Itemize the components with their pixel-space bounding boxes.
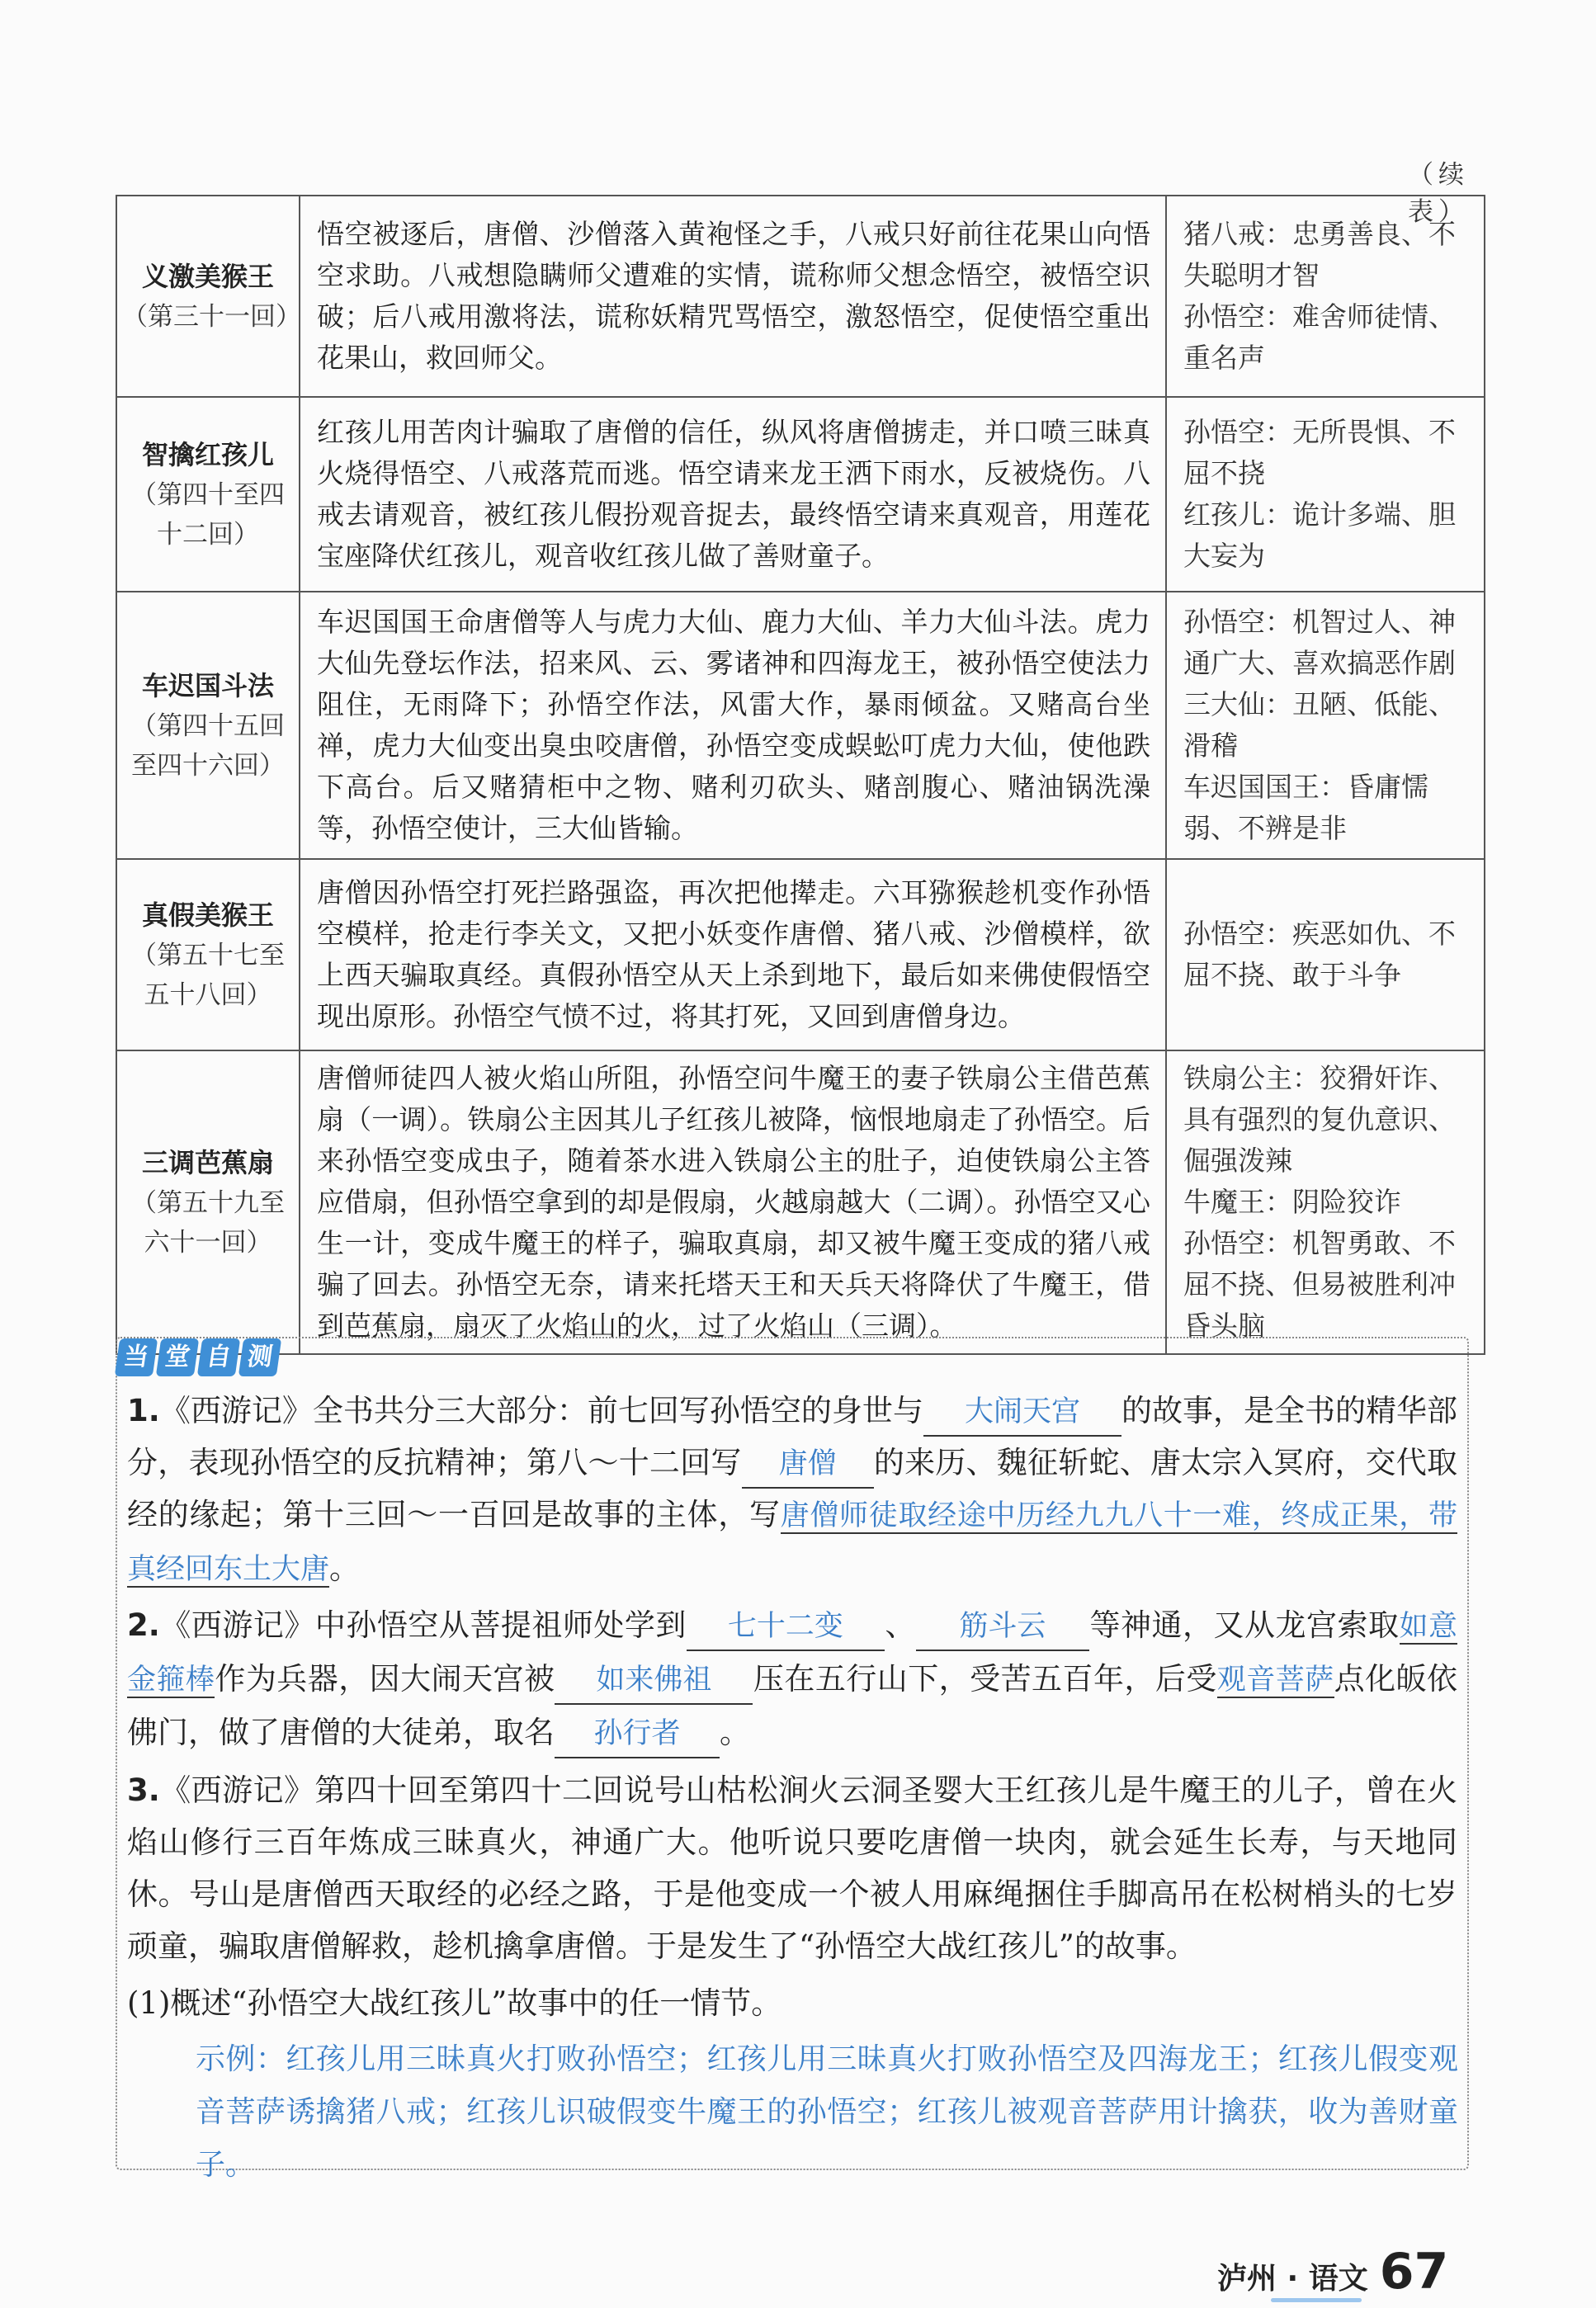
footer-decoration	[1271, 2298, 1362, 2302]
question-3	[127, 1764, 1457, 1972]
question-2	[127, 1599, 1457, 1758]
character-trait: 牛魔王：阴险狡诈	[1183, 1186, 1401, 1218]
story-event: 唐僧因孙悟空打死拦路强盗，再次把他撵走。六耳猕猴趁机变作孙悟空模样，抢走行李关文，又把小妖变作唐僧、猪八戒、沙僧模样，欲上西天骗取真经。真假孙悟空从天上杀到地下，最后如来佛使假悟空现出原形。孙悟空气愤不过，将其打死，又回到唐僧身边。	[300, 859, 1166, 1050]
footer-region: 泸州 · 语文	[1217, 2262, 1368, 2296]
character-trait: 铁扇公主：狡猾奸诈、具有强烈的复仇意识、倔强泼辣	[1183, 1062, 1456, 1177]
story-name: 三调芭蕉扇	[141, 1147, 274, 1178]
table-row	[116, 397, 1485, 592]
story-chapters: （第五十九至六十一回）	[131, 1188, 285, 1258]
question-text: 。	[720, 1715, 750, 1750]
question-number: 1.	[127, 1393, 160, 1428]
character-trait: 车迟国国王：昏庸懦弱、不辨是非	[1183, 771, 1428, 844]
story-chapters: （第五十七至五十八回）	[131, 941, 285, 1010]
question-text: 、	[884, 1607, 916, 1643]
question-text: 《西游记》第四十回至第四十二回说号山枯松涧火云洞圣婴大王红孩儿是牛魔王的儿子，曾在火焰山修行三百年炼成三昧真火，神通广大。他听说只要吃唐僧一块肉，就会延生长寿，与天地同休。号山是唐僧西天取经的必经之路，于是他变成一个被人用麻绳捆住手脚高吊在松树梢头的七岁顽童，骗取唐僧解救，趁机擒拿唐僧。于是发生了“孙悟空大战红孩儿”的故事。	[127, 1772, 1457, 1964]
story-event: 车迟国国王命唐僧等人与虎力大仙、鹿力大仙、羊力大仙斗法。虎力大仙先登坛作法，招来风、云、雾诸神和四海龙王，被孙悟空使法力阻住，无雨降下；孙悟空作法，风雷大作，暴雨倾盆。又赌高台坐禅，虎力大仙变出臭虫咬唐僧，孙悟空变成蜈蚣叮虎力大仙，使他跌下高台。后又赌猜柜中之物、赌利刃砍头、赌剖腹心、赌油锅洗澡等，孙悟空使计，三大仙皆输。	[300, 592, 1166, 859]
table-row	[116, 1050, 1485, 1354]
character-trait: 孙悟空：难舍师徒情、重名声	[1183, 300, 1456, 374]
answer-blank: 如来佛祖	[555, 1657, 753, 1705]
character-trait: 孙悟空：机智过人、神通广大、喜欢搞恶作剧	[1183, 606, 1456, 679]
story-characters	[1166, 397, 1485, 592]
story-table-body	[116, 196, 1485, 1354]
story-characters	[1166, 196, 1485, 397]
badge-char: 当	[115, 1338, 158, 1376]
page-footer	[1217, 2243, 1448, 2301]
story-title-cell	[116, 397, 300, 592]
story-name: 车迟国斗法	[141, 670, 274, 701]
badge-char: 测	[238, 1338, 281, 1376]
story-characters	[1166, 859, 1485, 1050]
question-text: 作为兵器，因大闹天宫被	[215, 1661, 555, 1697]
answer-blank: 如意金箍棒	[127, 1610, 1458, 1697]
question-3-sub-1: (1)概述“孙悟空大战红孩儿”故事中的任一情节。	[127, 1985, 782, 2021]
self-test-badge	[117, 1338, 279, 1378]
table-row	[116, 196, 1485, 397]
story-characters	[1166, 592, 1485, 859]
question-number: 2.	[127, 1607, 160, 1643]
question-text: 的来历、魏征斩蛇、唐太宗入冥府，交代取经的缘起；第十三回～一百回是故事的主体，写	[127, 1445, 1458, 1532]
character-trait: 孙悟空：机智勇敢、不屈不挠、但易被胜利冲昏头脑	[1183, 1227, 1456, 1342]
story-event: 悟空被逐后，唐僧、沙僧落入黄袍怪之手，八戒只好前往花果山向悟空求助。八戒想隐瞒师父遭难的实情，谎称师父想念悟空，被悟空识破；后八戒用激将法，谎称妖精咒骂悟空，激怒悟空，促使悟空重出花果山，救回师父。	[300, 196, 1166, 397]
character-trait: 猪八戒：忠勇善良、不失聪明才智	[1183, 218, 1456, 291]
story-characters	[1166, 1050, 1485, 1354]
question-text: 等神通，又从龙宫索取	[1088, 1607, 1400, 1643]
self-test-section	[116, 1337, 1469, 2182]
story-chapters: （第三十一回）	[122, 302, 301, 332]
answer-blank: 观音菩萨	[1216, 1664, 1334, 1697]
answer-text: 示例：红孩儿用三昧真火打败孙悟空；红孩儿用三昧真火打败孙悟空及四海龙王；红孩儿假变观音菩萨诱擒猪八戒；红孩儿识破假变牛魔王的孙悟空；红孩儿被观音菩萨用计擒获，收为善财童子。	[196, 2042, 1458, 2182]
page-number: 67	[1379, 2243, 1449, 2301]
badge-char: 堂	[156, 1338, 199, 1376]
character-trait: 孙悟空：无所畏惧、不屈不挠	[1183, 416, 1456, 489]
answer-blank: 唐僧师徒取经途中历经九九八十一难，终成正果，带真经回东土大唐	[127, 1499, 1457, 1586]
character-trait: 三大仙：丑陋、低能、滑稽	[1183, 688, 1456, 762]
story-chapters: （第四十五回至四十六回）	[131, 711, 285, 781]
story-title-cell	[116, 592, 300, 859]
question-text: 的故事，是全书的精华部分，表现孙悟空的反抗精神；第八～十二回写	[127, 1393, 1458, 1480]
story-name: 真假美猴王	[141, 899, 274, 931]
story-name: 义激美猴王	[141, 261, 274, 292]
question-text: 压在五行山下，受苦五百年，后受	[753, 1661, 1217, 1697]
question-text: 《西游记》中孙悟空从菩提祖师处学到	[159, 1607, 687, 1643]
character-trait: 红孩儿：诡计多端、胆大妄为	[1183, 498, 1456, 572]
continued-label: （续表）	[1408, 160, 1469, 227]
story-name: 智擒红孩儿	[141, 439, 274, 470]
answer-blank: 孙行者	[555, 1711, 720, 1758]
story-title-cell	[116, 1050, 300, 1354]
badge-char: 自	[197, 1338, 240, 1376]
story-title-cell	[116, 196, 300, 397]
story-chapters: （第四十至四十二回）	[131, 480, 285, 550]
question-number: 3.	[127, 1772, 160, 1808]
story-title-cell	[116, 859, 300, 1050]
answer-blank: 筋斗云	[916, 1603, 1089, 1651]
story-event: 红孩儿用苦肉计骗取了唐僧的信任，纵风将唐僧掳走，并口喷三昧真火烧得悟空、八戒落荒而逃。悟空请来龙王洒下雨水，反被烧伤。八戒去请观音，被红孩儿假扮观音捉去，最终悟空请来真观音，用莲花宝座降伏红孩儿，观音收红孩儿做了善财童子。	[300, 397, 1166, 592]
answer-blank: 七十二变	[687, 1603, 885, 1651]
answer-blank: 唐僧	[742, 1441, 874, 1489]
character-trait: 孙悟空：疾恶如仇、不屈不挠、敢于斗争	[1183, 918, 1456, 991]
story-table	[116, 195, 1485, 1355]
answer-blank: 大闹天宫	[923, 1389, 1121, 1437]
question-text: 。	[329, 1550, 361, 1586]
table-row	[116, 592, 1485, 859]
question-text: 点化皈依佛门，做了唐僧的大徒弟，取名	[127, 1661, 1458, 1750]
table-row	[116, 859, 1485, 1050]
question-text: 《西游记》全书共分三大部分：前七回写孙悟空的身世与	[159, 1393, 923, 1428]
question-1	[127, 1385, 1457, 1596]
story-event: 唐僧师徒四人被火焰山所阻，孙悟空问牛魔王的妻子铁扇公主借芭蕉扇（一调）。铁扇公主因其儿子红孩儿被降，恼恨地扇走了孙悟空。后来孙悟空变成虫子，随着茶水进入铁扇公主的肚子，迫使铁扇公主答应借扇，但孙悟空拿到的却是假扇，火越扇越大（二调）。孙悟空又心生一计，变成牛魔王的样子，骗取真扇，却又被牛魔王变成的猪八戒骗了回去。孙悟空无奈，请来托塔天王和天兵天将降伏了牛魔王，借到芭蕉扇，扇灭了火焰山的火，过了火焰山（三调）。	[300, 1050, 1166, 1354]
